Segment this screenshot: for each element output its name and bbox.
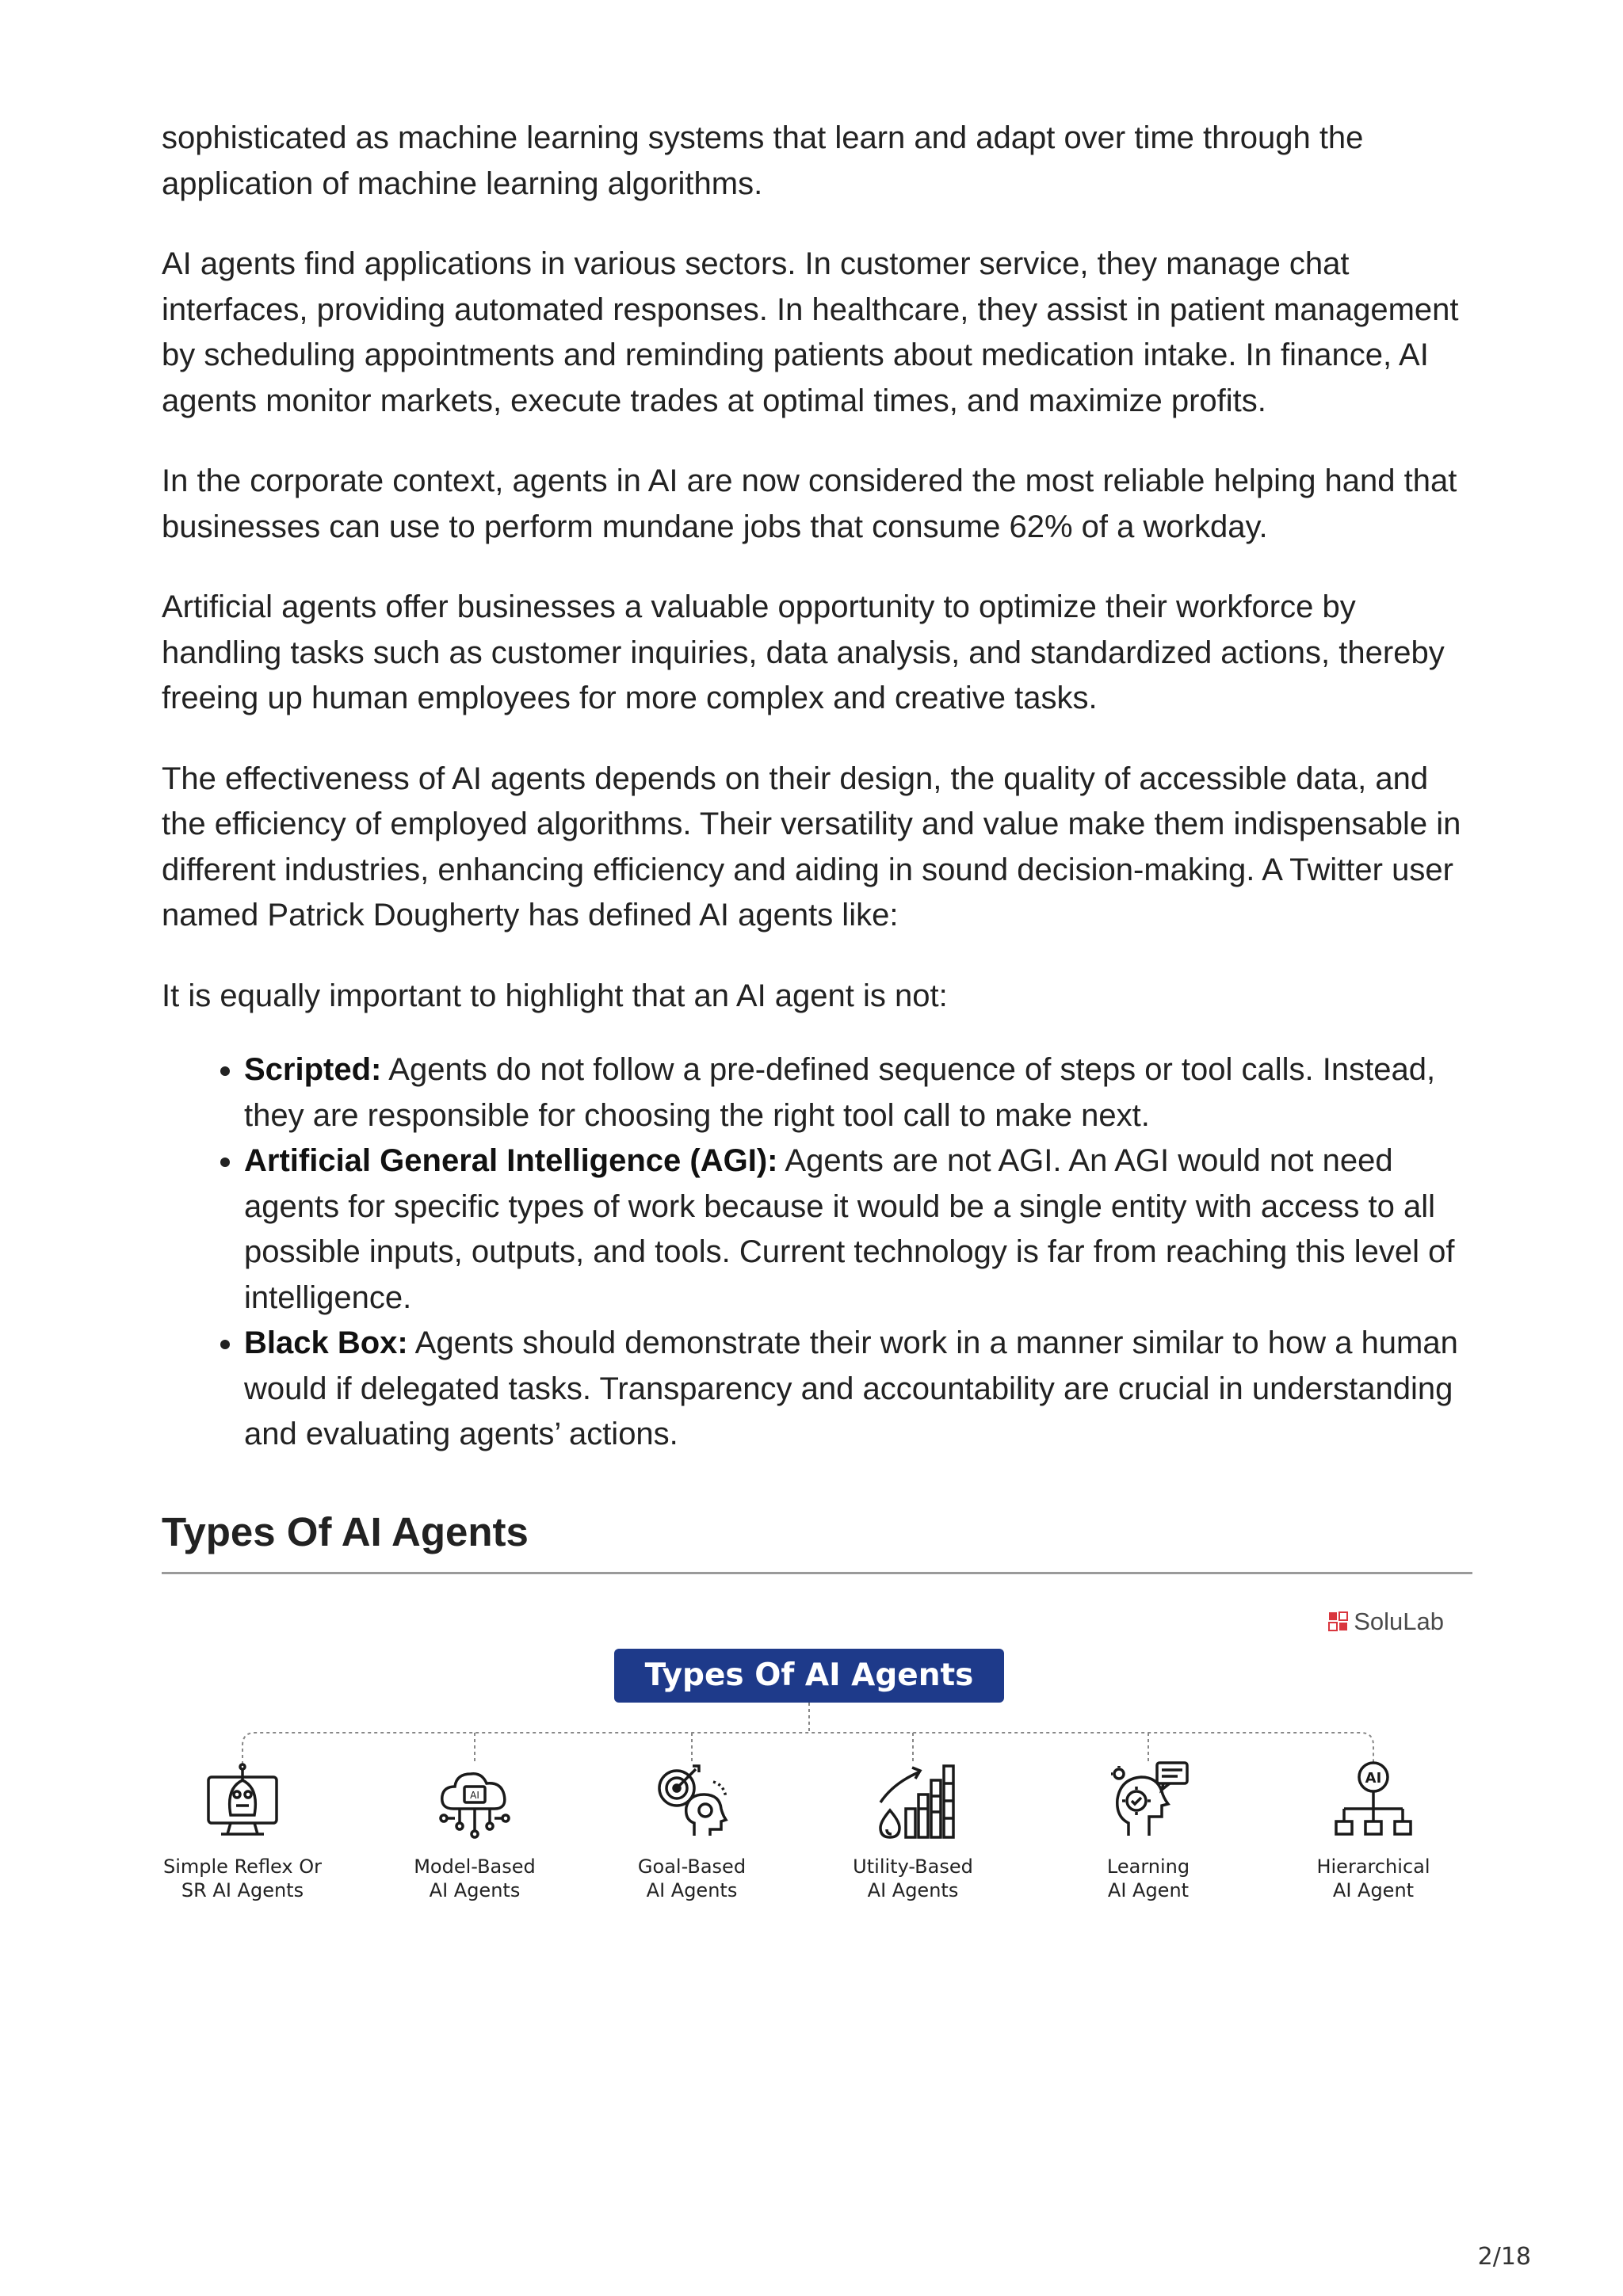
agent-label — [822, 1855, 1004, 1902]
list-item — [244, 1138, 1472, 1321]
ai-cloud-circuit-icon — [431, 1756, 518, 1844]
hierarchy-tree-icon — [1330, 1756, 1417, 1844]
agent-label — [1057, 1855, 1239, 1902]
agent-label-line1: Utility-Based — [853, 1855, 973, 1878]
target-head-icon — [648, 1756, 735, 1844]
agent-hierarchical — [1282, 1756, 1465, 1902]
learning-head-gear-icon — [1105, 1756, 1192, 1844]
paragraph-6: It is equally important to highlight that an AI agent is not: — [162, 978, 948, 1013]
svg-text:AI: AI — [1365, 1769, 1382, 1787]
bullet-term: Black Box: — [244, 1325, 408, 1360]
agent-label-line1: Hierarchical — [1316, 1855, 1430, 1878]
page-number: 2/18 — [1477, 2243, 1531, 2271]
bullet-text: Agents should demonstrate their work in a manner similar to how a human would if delegated tasks. Transparency and accountability are crucial in understanding and evaluating agents’ actions. — [244, 1325, 1458, 1451]
robot-head-monitor-icon — [199, 1756, 286, 1844]
agent-learning — [1057, 1756, 1239, 1902]
connector-lines — [162, 1574, 1472, 1780]
figure-title: Types Of AI Agents — [614, 1649, 1004, 1703]
agent-label — [601, 1855, 783, 1902]
agent-label-line2: AI Agent — [1107, 1878, 1190, 1901]
list-item — [244, 1047, 1472, 1138]
agent-label-line2: SR AI Agents — [181, 1878, 304, 1901]
paragraph-3: In the corporate context, agents in AI are now considered the most reliable helping hand that businesses can use to perform mundane jobs that consume 62% of a workday. — [162, 463, 1457, 544]
agent-goal-based — [601, 1756, 783, 1902]
agent-label — [151, 1855, 334, 1902]
agent-label-line2: AI Agents — [646, 1878, 738, 1901]
agent-label-line2: AI Agents — [429, 1878, 521, 1901]
agent-label-line1: Simple Reflex Or — [163, 1855, 322, 1878]
agent-label-line1: Goal-Based — [637, 1855, 747, 1878]
list-item — [244, 1321, 1472, 1458]
bullet-text: Agents do not follow a pre-defined sequence of steps or tool calls. Instead, they are responsible for choosing the right tool call to make next. — [244, 1052, 1436, 1133]
section-heading: Types Of AI Agents — [162, 1505, 1472, 1574]
paragraph-1: sophisticated as machine learning systems that learn and adapt over time through the application of machine learning algorithms. — [162, 120, 1364, 201]
types-of-ai-agents-figure — [162, 1574, 1472, 1970]
agent-label — [384, 1855, 566, 1902]
agent-simple-reflex — [151, 1756, 334, 1902]
agent-model-based — [384, 1756, 566, 1902]
bullet-term: Artificial General Intelligence (AGI): — [244, 1143, 778, 1178]
bullet-text: Agents are not AGI. An AGI would not need agents for specific types of work because it would be a single entity with access to all possible inputs, outputs, and tools. Current technology is far from reaching this level of intelligence. — [244, 1143, 1455, 1315]
agent-label-line1: Model-Based — [414, 1855, 536, 1878]
not-an-agent-list — [162, 1047, 1472, 1458]
bullet-term: Scripted: — [244, 1052, 382, 1087]
paragraph-2: AI agents find applications in various sectors. In customer service, they manage chat interfaces, providing automated responses. In healthcare, they assist in patient management by scheduling appointments and reminding patients about medication intake. In finance, AI agents monitor markets, execute trades at optimal times, and maximize profits. — [162, 246, 1459, 418]
growth-chart-icon — [869, 1756, 957, 1844]
svg-text:AI: AI — [470, 1789, 479, 1801]
document-page — [162, 116, 1472, 1970]
paragraph-4: Artificial agents offer businesses a valuable opportunity to optimize their workforce by handling tasks such as customer inquiries, data analysis, and standardized actions, thereby freeing up human employees for more complex and creative tasks. — [162, 589, 1445, 715]
paragraph-5: The effectiveness of AI agents depends on their design, the quality of accessible data, and the efficiency of employed algorithms. Their versatility and value make them indispensable in different industries, enhancing efficiency and aiding in sound decision-making. A Twitter user named Patrick Dougherty has defined AI agents like: — [162, 761, 1461, 933]
brand-name: SoluLab — [1354, 1607, 1444, 1635]
agent-label-line2: AI Agents — [867, 1878, 959, 1901]
agent-utility-based — [822, 1756, 1004, 1902]
agent-label-line1: Learning — [1106, 1855, 1190, 1878]
agent-label — [1282, 1855, 1465, 1902]
agent-label-line2: AI Agent — [1332, 1878, 1415, 1901]
